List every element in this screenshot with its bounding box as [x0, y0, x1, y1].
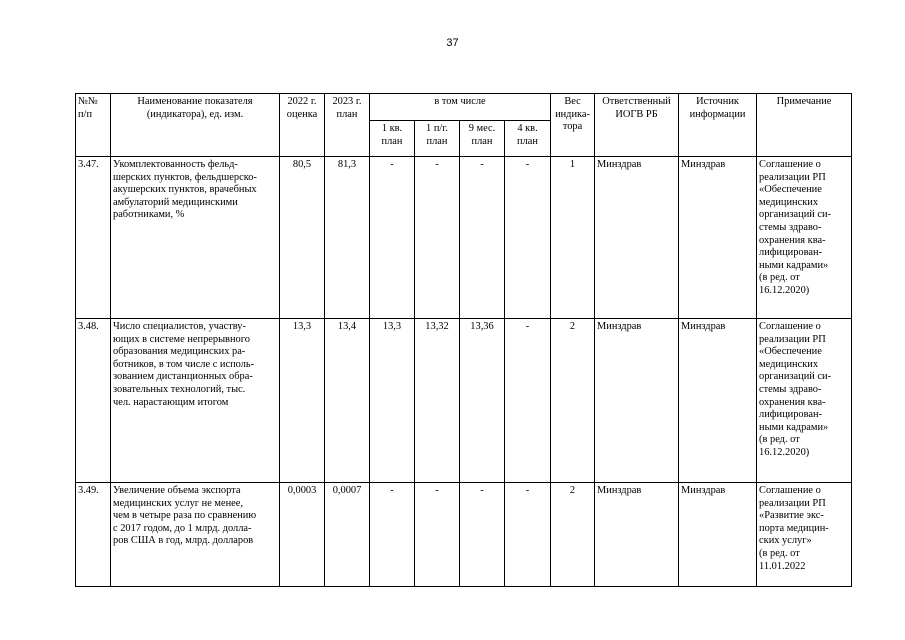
value-h1: 13,32 [415, 319, 460, 483]
value-9m: 13,36 [460, 319, 505, 483]
row-number: 3.48. [76, 319, 111, 483]
indicator-name: Увеличение объема экспорта медицинских услуг не менее, чем в четыре раза по сравнению с 2017 годом, до 1 млрд. долла- ров США в год, млрд. долларов [111, 483, 280, 587]
page-number: 37 [446, 37, 459, 49]
value-q1: 13,3 [370, 319, 415, 483]
indicator-name: Число специалистов, участву- ющих в системе непрерывного образования медицинских ра- ботников, в том числе с исполь- зованием дистанционных обра- зовательных технологий, тыс. чел. нарастающим итогом [111, 319, 280, 483]
value-q4: - [505, 319, 551, 483]
col-header-note: Примечание [757, 94, 852, 157]
col-header-source: Источник информации [679, 94, 757, 157]
value-q4: - [505, 483, 551, 587]
info-source: Минздрав [679, 483, 757, 587]
note: Соглашение о реализации РП «Обеспечение медицинских организаций си- стемы здраво- охранения ква- лифицирован- ными кадрами» (в ред. от 16.12.2020) [757, 157, 852, 319]
col-header-2022: 2022 г. оценка [280, 94, 325, 157]
responsible-body: Минздрав [595, 483, 679, 587]
indicators-table [75, 93, 852, 587]
table-row [76, 483, 852, 587]
value-q4: - [505, 157, 551, 319]
col-header-responsible: Ответственный ИОГВ РБ [595, 94, 679, 157]
responsible-body: Минздрав [595, 319, 679, 483]
col-header-q4: 4 кв. план [505, 121, 551, 157]
value-q1: - [370, 157, 415, 319]
col-header-including: в том числе [370, 94, 551, 121]
value-2023: 0,0007 [325, 483, 370, 587]
value-2023: 81,3 [325, 157, 370, 319]
col-header-2023: 2023 г. план [325, 94, 370, 157]
responsible-body: Минздрав [595, 157, 679, 319]
value-9m: - [460, 157, 505, 319]
value-h1: - [415, 157, 460, 319]
col-header-9m: 9 мес. план [460, 121, 505, 157]
value-q1: - [370, 483, 415, 587]
note: Соглашение о реализации РП «Обеспечение медицинских организаций си- стемы здраво- охранения ква- лифицирован- ными кадрами» (в ред. от 16.12.2020) [757, 319, 852, 483]
table-row [76, 319, 852, 483]
indicator-weight: 2 [551, 319, 595, 483]
indicator-weight: 2 [551, 483, 595, 587]
header-row [76, 94, 852, 121]
row-number: 3.49. [76, 483, 111, 587]
value-2022: 13,3 [280, 319, 325, 483]
value-h1: - [415, 483, 460, 587]
indicator-name: Укомплектованность фельд- шерских пунктов, фельдшерско- акушерских пунктов, врачебных амбулаторий медицинскими работниками, % [111, 157, 280, 319]
col-header-name: Наименование показателя (индикатора), ед. изм. [111, 94, 280, 157]
value-9m: - [460, 483, 505, 587]
table-row [76, 157, 852, 319]
note: Соглашение о реализации РП «Развитие экс- порта медицин- ских услуг» (в ред. от 11.01.2022 [757, 483, 852, 587]
info-source: Минздрав [679, 319, 757, 483]
col-header-num: №№ п/п [76, 94, 111, 157]
value-2022: 80,5 [280, 157, 325, 319]
col-header-weight: Вес индика- тора [551, 94, 595, 157]
col-header-q1: 1 кв. план [370, 121, 415, 157]
row-number: 3.47. [76, 157, 111, 319]
info-source: Минздрав [679, 157, 757, 319]
value-2022: 0,0003 [280, 483, 325, 587]
indicator-weight: 1 [551, 157, 595, 319]
value-2023: 13,4 [325, 319, 370, 483]
col-header-h1: 1 п/г. план [415, 121, 460, 157]
